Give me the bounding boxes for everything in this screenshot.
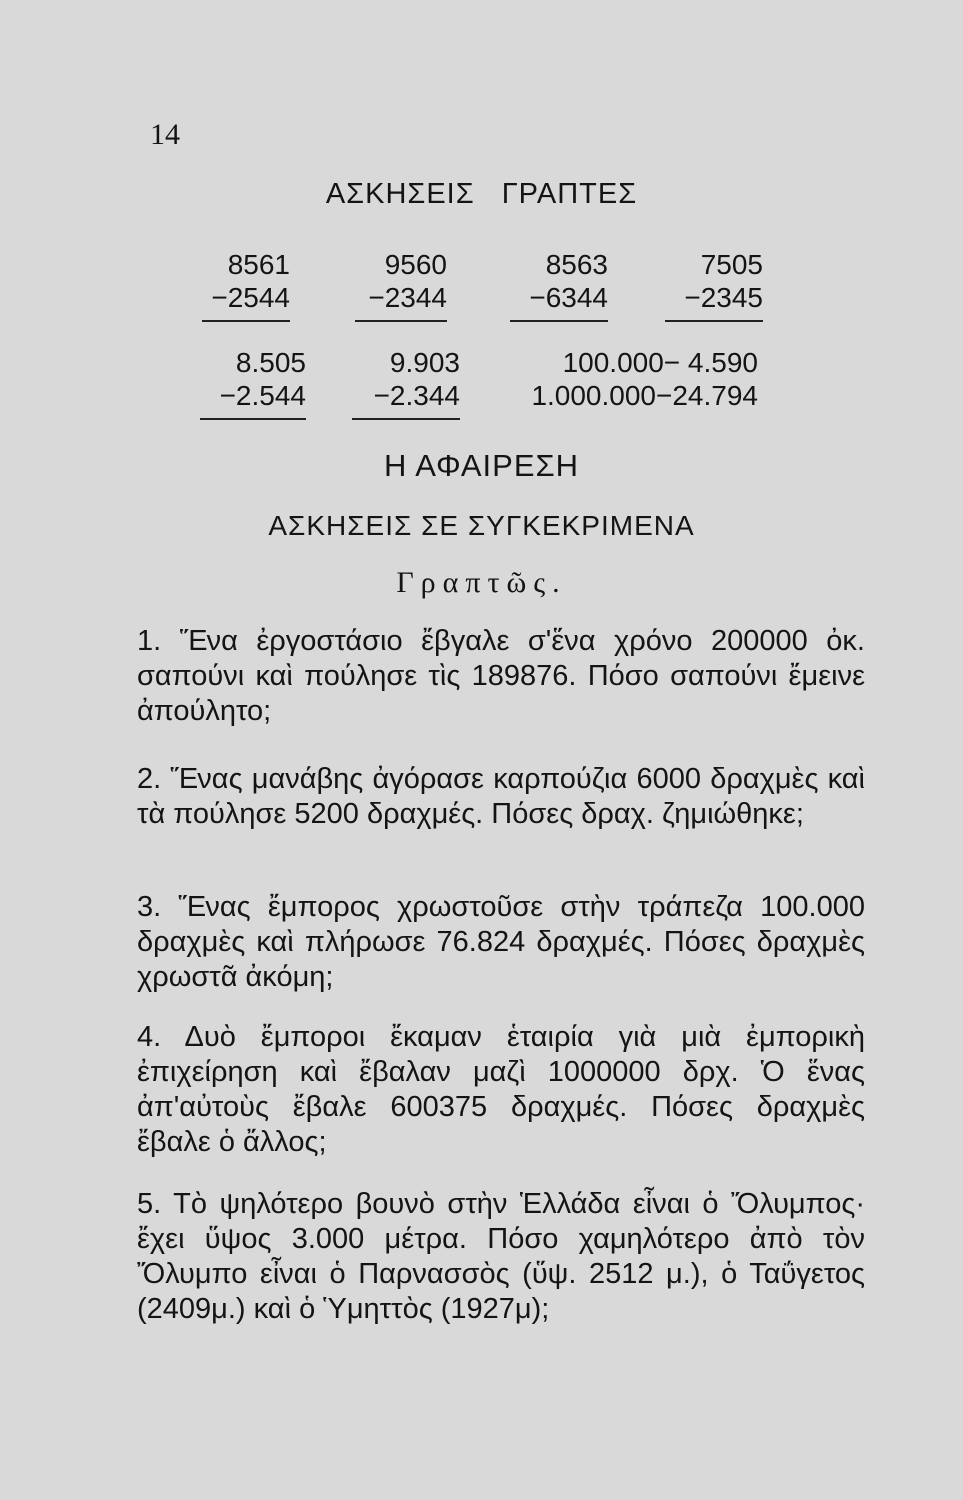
subtraction-problem [200, 346, 306, 420]
subtrahend: 1.000.000−24.794 [531, 380, 758, 411]
subtrahend: −2544 [211, 282, 290, 313]
sum-line [202, 320, 290, 322]
subtraction-problem [352, 346, 460, 420]
subtraction-problem [510, 346, 758, 412]
word-problem-5 [137, 1187, 865, 1327]
problem-text: 3. Ἕνας ἔμπορος χρωστοῦσε στὴν τράπεζα 100.000 δραχμὲς καὶ πλήρωσε 76.824 δραχμές. Πόσες δραχμὲς χρωστᾶ ἀκόμη; [137, 891, 865, 993]
word-problem-2 [137, 762, 865, 832]
subtrahend: −2344 [368, 282, 447, 313]
subtraction-problem [665, 248, 763, 322]
chapter-title: Η ΑΦΑΙΡΕΣΗ [383, 448, 580, 483]
sum-line [200, 418, 306, 420]
minuend: 100.000− 4.590 [562, 347, 758, 378]
subtrahend: −2345 [684, 282, 763, 313]
subtraction-problem [355, 248, 447, 322]
minuend: 9.903 [389, 347, 460, 378]
sum-line [665, 320, 763, 322]
sum-line [355, 320, 447, 322]
sum-line [352, 418, 460, 420]
sum-line [510, 320, 608, 322]
section-heading-written-exercises: ΑΣΚΗΣΕΙΣ ΓΡΑΠΤΕΣ [325, 178, 638, 210]
subtrahend: −2.344 [373, 380, 460, 411]
problem-text: 5. Τὸ ψηλότερο βουνὸ στὴν Ἑλλάδα εἶναι ὁ Ὄλυμπος· ἔχει ὕψος 3.000 μέτρα. Πόσο χαμηλότερο ἀπὸ τὸν Ὄλυμπο εἶναι ὁ Παρνασσὸς (ὕψ. 2512 μ.), ὁ Ταΰγετος (2409μ.) καὶ ὁ Ὑμηττὸς (1927μ); [137, 1188, 865, 1325]
word-problem-3 [137, 890, 865, 995]
word-problem-1 [137, 624, 865, 729]
problem-text: 4. Δυὸ ἔμποροι ἔκαμαν ἑταιρία γιὰ μιὰ ἐμπορικὴ ἐπιχείρηση καὶ ἔβαλαν μαζὶ 1000000 δρχ. Ὁ ἕνας ἀπ'αὐτοὺς ἔβαλε 600375 δραχμές. Πόσες δραχμὲς ἔβαλε ὁ ἄλλος; [137, 1021, 865, 1158]
section-heading-concrete-exercises: ΑΣΚΗΣΕΙΣ ΣΕ ΣΥΓΚΕΚΡΙΜΕΝΑ [268, 510, 695, 541]
page-number: 14 [150, 118, 180, 151]
subtraction-problem [202, 248, 290, 322]
minuend: 7505 [700, 249, 763, 280]
problem-text: 1. Ἕνα ἐργοστάσιο ἔβγαλε σ'ἕνα χρόνο 200000 ὀκ. σαπούνι καὶ πούλησε τὶς 189876. Πόσο σαπούνι ἔμεινε ἀπούλητο; [137, 625, 865, 727]
minuend: 8.505 [235, 347, 306, 378]
subtrahend: −6344 [529, 282, 608, 313]
word-problem-4 [137, 1020, 865, 1160]
subtraction-problem [510, 248, 608, 322]
problem-text: 2. Ἕνας μανάβης ἀγόρασε καρπούζια 6000 δραχμὲς καὶ τὰ πούλησε 5200 δραχμές. Πόσες δραχ. ζημιώθηκε; [137, 763, 865, 830]
subsection-heading-written: Γραπτῶς. [396, 566, 567, 599]
subtrahend: −2.544 [219, 380, 306, 411]
minuend: 8563 [545, 249, 608, 280]
minuend: 9560 [384, 249, 447, 280]
minuend: 8561 [227, 249, 290, 280]
